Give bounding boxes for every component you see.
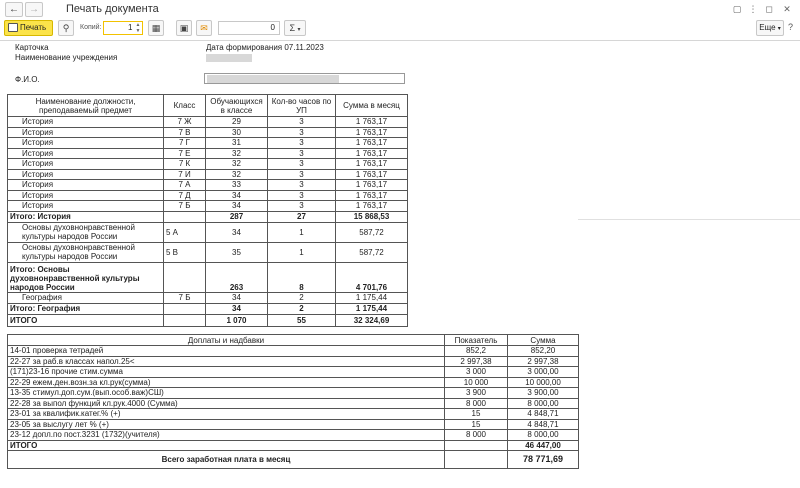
- class-cell: 7 А: [164, 180, 206, 191]
- bonus-value-cell: 852,2: [445, 346, 508, 357]
- org-label: Наименование учреждения: [15, 53, 118, 62]
- class-cell: 7 Е: [164, 148, 206, 159]
- bonus-sum-cell: 4 848,71: [508, 409, 579, 420]
- bonuses-table: [7, 334, 579, 469]
- students-cell: 34: [206, 222, 268, 242]
- sum-cell: 1 763,17: [336, 180, 408, 191]
- sum-cell: 1 763,17: [336, 190, 408, 201]
- class-cell: 7 Д: [164, 190, 206, 201]
- bonus-name-cell: 14-01 проверка тетрадей: [8, 346, 445, 357]
- subject-cell: Основы духовнонравственной культуры народов России: [8, 242, 164, 262]
- class-cell: 7 К: [164, 159, 206, 170]
- bonus-row: [8, 346, 579, 357]
- bonus-row: [8, 398, 579, 409]
- bonus-total-row: [8, 440, 579, 450]
- col-header-subject: Наименование должности, преподаваемый предмет: [8, 95, 164, 117]
- bonus-sum-cell: 10 000,00: [508, 377, 579, 388]
- bonus-row: [8, 367, 579, 378]
- bonus-name-cell: (171)23-16 прочие стим.сумма: [8, 367, 445, 378]
- sum-cell: 1 763,17: [336, 117, 408, 128]
- students-cell: 29: [206, 117, 268, 128]
- toolbar: [0, 18, 800, 40]
- total-odnkr-row: [8, 262, 408, 292]
- bonus-sum-cell: 3 900,00: [508, 388, 579, 399]
- grand-total-hours: 55: [268, 314, 336, 326]
- close-icon[interactable]: ✕: [783, 4, 791, 14]
- bonus-row: [8, 419, 579, 430]
- class-cell: 7 Ж: [164, 117, 206, 128]
- total-geo-label: Итого: География: [8, 303, 164, 314]
- hours-cell: 3: [268, 159, 336, 170]
- col-header-bonus-name: Доплаты и надбавки: [8, 335, 445, 346]
- subject-cell: Основы духовнонравственной культуры народов России: [8, 222, 164, 242]
- hours-cell: 3: [268, 148, 336, 159]
- fio-redacted: [207, 75, 339, 83]
- students-cell: 30: [206, 127, 268, 138]
- students-cell: 35: [206, 242, 268, 262]
- email-icon[interactable]: ✉: [196, 20, 212, 36]
- total-geo-students: 34: [206, 303, 268, 314]
- bonus-sum-cell: 8 000,00: [508, 398, 579, 409]
- edit-icon[interactable]: ▦: [148, 20, 164, 36]
- total-history-label: Итого: История: [8, 211, 164, 222]
- subject-cell: История: [8, 117, 164, 128]
- bonus-sum-cell: 3 000,00: [508, 367, 579, 378]
- hours-cell: 3: [268, 127, 336, 138]
- table-header-row: [8, 95, 408, 117]
- subject-cell: История: [8, 138, 164, 149]
- table-row: [8, 138, 408, 149]
- table-row: [8, 242, 408, 262]
- copies-spinner-icon[interactable]: ▲ ▼: [135, 22, 141, 34]
- table-row: [8, 148, 408, 159]
- subject-cell: История: [8, 180, 164, 191]
- salary-total-label: Всего заработная плата в месяц: [8, 450, 445, 468]
- chevron-down-icon: ▾: [297, 27, 301, 33]
- students-cell: 33: [206, 180, 268, 191]
- class-cell: 5 В: [164, 242, 206, 262]
- bonus-total-label: ИТОГО: [8, 440, 445, 450]
- col-header-students: Обучающихся в классе: [206, 95, 268, 117]
- table-row: [8, 127, 408, 138]
- subject-cell: История: [8, 190, 164, 201]
- grand-total-students: 1 070: [206, 314, 268, 326]
- save-icon[interactable]: ▣: [176, 20, 192, 36]
- more-button[interactable]: [756, 20, 784, 36]
- save-window-icon[interactable]: ▢: [732, 4, 742, 14]
- bonus-sum-cell: 2 997,38: [508, 356, 579, 367]
- bonus-header-row: [8, 335, 579, 346]
- sum-button[interactable]: [284, 20, 306, 36]
- bonus-row: [8, 377, 579, 388]
- help-button[interactable]: ?: [788, 22, 794, 32]
- col-header-hours: Кол-во часов по УП: [268, 95, 336, 117]
- class-cell: 7 Б: [164, 292, 206, 303]
- table-row: [8, 201, 408, 212]
- col-header-sum: Сумма в месяц: [336, 95, 408, 117]
- bonus-value-cell: 10 000: [445, 377, 508, 388]
- org-name-redacted: [206, 54, 252, 62]
- sum-cell: 1 763,17: [336, 159, 408, 170]
- sum-cell: 1 763,17: [336, 201, 408, 212]
- bonus-row: [8, 388, 579, 399]
- bonus-sum-cell: 852,20: [508, 346, 579, 357]
- hours-cell: 3: [268, 138, 336, 149]
- hours-cell: 3: [268, 117, 336, 128]
- bonus-sum-cell: 8 000,00: [508, 430, 579, 441]
- fio-field: [204, 73, 405, 84]
- teaching-load-table: [7, 94, 408, 327]
- total-geo-row: [8, 303, 408, 314]
- sum-cell: 1 763,17: [336, 148, 408, 159]
- sum-cell: 1 763,17: [336, 127, 408, 138]
- window-title: Печать документа: [66, 3, 159, 15]
- hours-cell: 3: [268, 180, 336, 191]
- class-cell: 7 Б: [164, 201, 206, 212]
- salary-total-sum: 78 771,69: [508, 450, 579, 468]
- print-button[interactable]: [4, 20, 53, 36]
- subject-cell: История: [8, 169, 164, 180]
- bonus-value-cell: 3 900: [445, 388, 508, 399]
- col-header-bonus-sum: Сумма: [508, 335, 579, 346]
- table-row: [8, 190, 408, 201]
- col-header-class: Класс: [164, 95, 206, 117]
- bonus-name-cell: 23-01 за квалифик.катег.% (+): [8, 409, 445, 420]
- forward-arrow-icon[interactable]: →: [25, 2, 43, 17]
- subject-cell: История: [8, 201, 164, 212]
- grand-total-label: ИТОГО: [8, 314, 164, 326]
- print-button-label: Печать: [20, 23, 47, 32]
- bonus-value-cell: 15: [445, 409, 508, 420]
- total-history-students: 287: [206, 211, 268, 222]
- bonus-name-cell: 13-35 стимул.доп.сум.(вып.особ.важ)СШ): [8, 388, 445, 399]
- title-bar: [0, 0, 800, 18]
- total-geo-sum: 1 175,44: [336, 303, 408, 314]
- printer-icon: [8, 23, 18, 32]
- sum-cell: 1 763,17: [336, 138, 408, 149]
- bonus-value-cell: 8 000: [445, 398, 508, 409]
- bonus-total-sum: 46 447,00: [508, 440, 579, 450]
- bonus-name-cell: 22-28 за выпол функций кл.рук.4000 (Сумма): [8, 398, 445, 409]
- total-history-row: [8, 211, 408, 222]
- subject-cell: История: [8, 127, 164, 138]
- hours-cell: 3: [268, 201, 336, 212]
- document-sheet: [0, 40, 800, 488]
- bonus-value-cell: 2 997,38: [445, 356, 508, 367]
- students-cell: 34: [206, 292, 268, 303]
- total-odnkr-sum: 4 701,76: [336, 262, 408, 292]
- total-odnkr-label: Итого: Основы духовнонравственной культуры народов России: [8, 262, 164, 292]
- hours-cell: 3: [268, 169, 336, 180]
- total-odnkr-students: 263: [206, 262, 268, 292]
- bonus-name-cell: 23-12 допл.по пост.3231 (1732)(учителя): [8, 430, 445, 441]
- grand-total-sum: 32 324,69: [336, 314, 408, 326]
- table-row: [8, 180, 408, 191]
- date-text: Дата формирования 07.11.2023: [206, 43, 324, 52]
- grand-total-row: [8, 314, 408, 326]
- preview-icon[interactable]: ⚲: [58, 20, 74, 36]
- sum-cell: 587,72: [336, 242, 408, 262]
- sum-field[interactable]: 0: [218, 21, 280, 35]
- total-geo-hours: 2: [268, 303, 336, 314]
- subject-cell: История: [8, 159, 164, 170]
- class-cell: 7 И: [164, 169, 206, 180]
- copies-label: Копий:: [80, 24, 102, 31]
- table-row: [8, 117, 408, 128]
- bonus-value-cell: 3 000: [445, 367, 508, 378]
- hours-cell: 3: [268, 190, 336, 201]
- bonus-name-cell: 22-27 за раб.в классах напол.25<: [8, 356, 445, 367]
- hours-cell: 2: [268, 292, 336, 303]
- bonus-name-cell: 23-05 за выслугу лет % (+): [8, 419, 445, 430]
- card-title: Карточка: [15, 43, 49, 52]
- class-cell: 7 Г: [164, 138, 206, 149]
- copies-input[interactable]: 1: [103, 21, 143, 35]
- bonus-value-cell: 15: [445, 419, 508, 430]
- hours-cell: 1: [268, 242, 336, 262]
- more-button-label: Еще: [759, 23, 776, 32]
- students-cell: 34: [206, 190, 268, 201]
- col-header-indicator: Показатель: [445, 335, 508, 346]
- sum-cell: 587,72: [336, 222, 408, 242]
- fio-label: Ф.И.О.: [15, 75, 40, 84]
- students-cell: 31: [206, 138, 268, 149]
- table-row: [8, 169, 408, 180]
- class-cell: 7 В: [164, 127, 206, 138]
- bonus-value-cell: 8 000: [445, 430, 508, 441]
- bonus-row: [8, 356, 579, 367]
- expand-icon[interactable]: ◻: [765, 4, 773, 14]
- subject-cell: История: [8, 148, 164, 159]
- back-arrow-icon[interactable]: ←: [5, 2, 23, 17]
- students-cell: 32: [206, 159, 268, 170]
- bonus-row: [8, 430, 579, 441]
- table-row: [8, 159, 408, 170]
- bonus-name-cell: 22-29 ежем.ден.возн.за кл.рук(сумма): [8, 377, 445, 388]
- salary-total-row: [8, 450, 579, 468]
- total-history-hours: 27: [268, 211, 336, 222]
- subject-cell: География: [8, 292, 164, 303]
- total-history-sum: 15 868,53: [336, 211, 408, 222]
- students-cell: 32: [206, 169, 268, 180]
- class-cell: 5 А: [164, 222, 206, 242]
- page-edge-line: [578, 219, 800, 220]
- students-cell: 34: [206, 201, 268, 212]
- bonus-sum-cell: 4 848,71: [508, 419, 579, 430]
- sum-cell: 1 763,17: [336, 169, 408, 180]
- students-cell: 32: [206, 148, 268, 159]
- table-row: [8, 292, 408, 303]
- more-chevron-icon: ▾: [777, 26, 781, 32]
- table-row: [8, 222, 408, 242]
- total-odnkr-hours: 8: [268, 262, 336, 292]
- sum-cell: 1 175,44: [336, 292, 408, 303]
- sum-symbol: Σ: [289, 23, 296, 33]
- menu-icon[interactable]: ⋮: [748, 4, 758, 14]
- hours-cell: 1: [268, 222, 336, 242]
- bonus-row: [8, 409, 579, 420]
